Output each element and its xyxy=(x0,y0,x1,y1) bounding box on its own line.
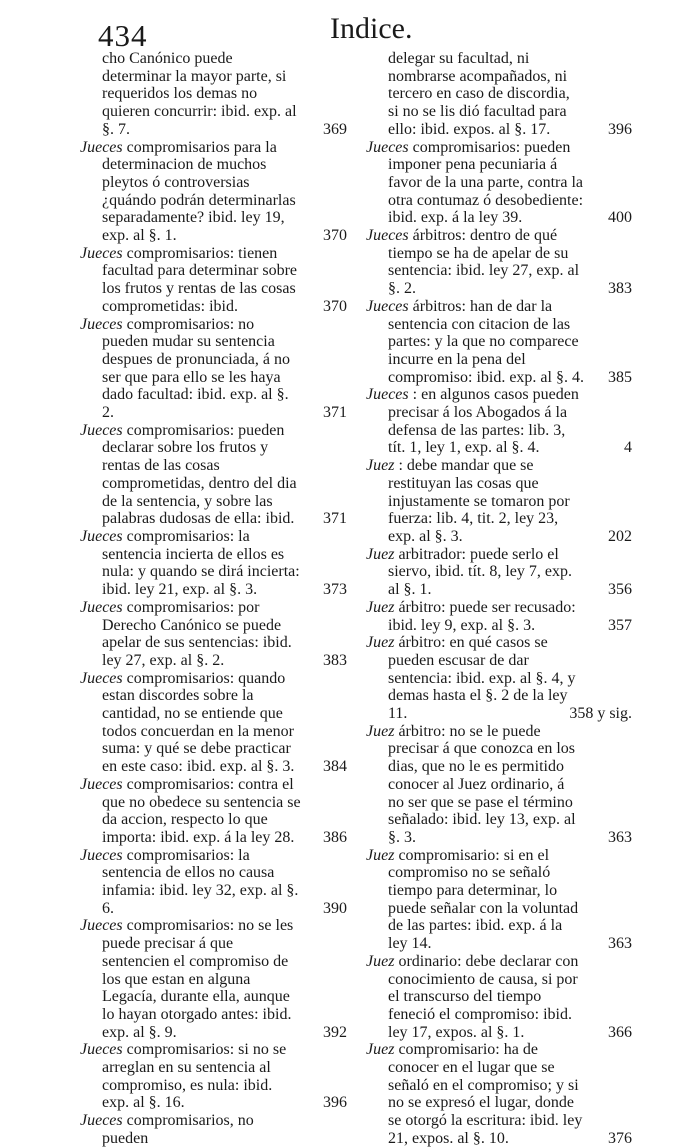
entry-page-reference: 383 xyxy=(323,651,347,669)
entry-headword: Jueces xyxy=(80,1112,123,1130)
index-entry xyxy=(80,50,345,139)
entry-headword: Jueces xyxy=(80,846,123,864)
page-title: Indice. xyxy=(330,12,413,45)
entry-headword: Juez xyxy=(366,545,395,563)
entry-page-reference: 369 xyxy=(323,120,347,138)
entry-headword: Jueces xyxy=(80,244,123,262)
entry-headword: Jueces xyxy=(80,775,123,793)
entry-page-reference: 366 xyxy=(608,1023,632,1041)
entry-text: árbitro: puede ser recusado: ibid. ley 9, exp. al §. 3. xyxy=(388,598,576,634)
index-entry xyxy=(80,1112,345,1147)
entry-text: ordinario: debe declarar con conocimiento de causa, si por el transcurso del tiempo feneció el compromiso: ibid. ley 17, expos. al §. 1. xyxy=(388,952,579,1041)
entry-page-reference: 363 xyxy=(608,828,632,846)
index-entry xyxy=(366,952,632,1042)
page-number: 434 xyxy=(98,18,148,53)
entry-headword: Jueces xyxy=(80,917,123,935)
entry-page-reference: 396 xyxy=(323,1094,347,1112)
entry-page-reference: 370 xyxy=(323,227,347,245)
index-entry xyxy=(366,386,632,457)
index-entry xyxy=(366,545,632,599)
entry-headword: Juez xyxy=(366,634,395,652)
index-entry xyxy=(80,422,345,528)
entry-text: compromisarios: si no se arreglan en su sentencia al compromiso, es nula: ibid. exp. al §. 16. xyxy=(102,1041,287,1112)
index-entry xyxy=(366,1041,632,1147)
index-entry xyxy=(366,138,632,228)
entry-page-reference: 396 xyxy=(608,120,632,138)
entry-page-reference: 385 xyxy=(608,368,632,386)
entry-page-reference: 4 xyxy=(624,439,632,457)
index-entry xyxy=(366,297,632,387)
entry-text: compromisarios para la determinacion de muchos pleytos ó controversias ¿quándo podrán determinarlas separadamente? ibid. ley 19, exp. al §. 1. xyxy=(102,138,296,245)
entry-page-reference: 371 xyxy=(323,510,347,528)
index-entry xyxy=(80,245,345,316)
index-entry xyxy=(80,917,345,1041)
entry-text: compromisarios: pueden imponer pena pecuniaria á favor de la una parte, contra la otra contumaz ó desobediente: ibid. exp. á la ley 39. xyxy=(388,138,584,227)
entry-headword: Juez xyxy=(366,846,395,864)
index-entry xyxy=(366,50,632,139)
entry-text: compromisarios: quando estan discordes sobre la cantidad, no se entiende que todos concuerdan en la menor suma: y qué se debe practicar en este caso: ibid. exp. al §. 3. xyxy=(102,669,295,776)
entry-page-reference: 356 xyxy=(608,581,632,599)
entry-headword: Juez xyxy=(366,952,395,970)
entry-page-reference: 202 xyxy=(608,527,632,545)
entry-headword: Jueces xyxy=(366,138,409,156)
entry-headword: Jueces xyxy=(366,227,409,245)
index-entry xyxy=(80,599,345,670)
entry-text: : debe mandar que se restituyan las cosas que injustamente se tomaron por fuerza: lib. 4, tit. 2, ley 23, exp. al §. 3. xyxy=(388,457,570,545)
entry-text: árbitros: dentro de qué tiempo se ha de apelar de su sentencia: ibid. ley 27, exp. al §. 2. xyxy=(388,227,580,298)
entry-page-reference: 363 xyxy=(608,935,632,953)
entry-text: compromisarios: tienen facultad para determinar sobre los frutos y rentas de las cosas comprometidas: ibid. xyxy=(102,244,298,315)
entry-text: cho Canónico puede determinar la mayor parte, si requeridos los demas no quieren concurrir: ibid. exp. al §. 7. xyxy=(102,50,297,138)
entry-page-reference: 357 xyxy=(608,616,632,634)
entry-headword: Jueces xyxy=(80,598,123,616)
entry-text: compromisarios: contra el que no obedece su sentencia se da accion, respecto lo que importa: ibid. exp. á la ley 28. xyxy=(102,775,301,846)
entry-text: árbitros: han de dar la sentencia con citacion de las partes: y la que no comparece incurre en la pena del compromiso: ibid. exp. al §. 4. xyxy=(388,297,584,386)
entry-headword: Jueces xyxy=(80,669,123,687)
entry-headword: Jueces xyxy=(80,421,123,439)
entry-page-reference: 373 xyxy=(323,581,347,599)
entry-page-reference: 376 xyxy=(608,1129,632,1147)
entry-page-reference: 392 xyxy=(323,1023,347,1041)
index-entry xyxy=(80,847,345,918)
index-entry xyxy=(80,1041,345,1112)
index-entry xyxy=(366,598,632,634)
index-entry xyxy=(366,846,632,953)
entry-page-reference: 370 xyxy=(323,297,347,315)
entry-text: compromisarios: la sentencia de ellos no causa infamia: ibid. ley 32, exp. al §. 6. xyxy=(102,846,299,917)
index-entry xyxy=(366,634,632,723)
entry-text: árbitro: no se le puede precisar á que conozca en los dias, que no le es permitido conocer al Juez ordinario, á no ser que se pase el término señalado: ibid. ley 13, exp. al §. 3. xyxy=(388,722,576,846)
entry-text: compromisarios: no pueden mudar su sentencia despues de pronunciada, á no ser que para ello se les haya dado facultad: ibid. exp. al §. 2. xyxy=(102,315,290,422)
entry-page-reference: 390 xyxy=(323,899,347,917)
entry-text: compromisarios: la sentencia incierta de ellos es nula: y quando se dirá incierta: ibid. ley 21, exp. al §. 3. xyxy=(102,527,300,599)
entry-text: compromisarios: no se les puede precisar á que sentencien el compromiso de los que estan en alguna Legacía, durante ella, aunque lo hayan otorgado antes: ibid. exp. al §. 9. xyxy=(102,917,294,1041)
index-entry xyxy=(80,670,345,776)
entry-headword: Jueces xyxy=(366,386,409,404)
entry-page-reference: 384 xyxy=(323,758,347,776)
entry-text: compromisarios: por Derecho Canónico se puede apelar de sus sentencias: ibid. ley 27, exp. al §. 2. xyxy=(102,598,292,669)
entry-headword: Juez xyxy=(366,457,395,475)
entry-headword: Jueces xyxy=(80,138,123,156)
index-entry xyxy=(366,722,632,847)
entry-text: compromisarios: pueden declarar sobre los frutos y rentas de las cosas comprometidas, dentro del dia de la sentencia, y sobre las palabras dudosas de ella: ibid. xyxy=(102,421,297,528)
entry-headword: Juez xyxy=(366,598,395,616)
entry-headword: Juez xyxy=(366,722,395,740)
entry-text: compromisarios, no pueden xyxy=(102,1112,254,1147)
entry-headword: Jueces xyxy=(80,527,123,545)
index-entry xyxy=(80,316,345,422)
entry-page-reference: 383 xyxy=(608,280,632,298)
entry-text: : en algunos casos pueden precisar á los Abogados á la defensa de las partes: lib. 3, tít. 1, ley 1, exp. al §. 4. xyxy=(388,386,579,457)
index-column-right xyxy=(366,50,632,1148)
entry-headword: Jueces xyxy=(80,1041,123,1059)
index-column-left xyxy=(80,50,345,1148)
entry-text: delegar su facultad, ni nombrarse acompañados, ni tercero en caso de discordia, si no se lis dió facultad para ello: ibid. expos. al §. 17. xyxy=(388,50,570,138)
entry-page-reference: 358 y sig. xyxy=(569,705,632,723)
entry-page-reference: 371 xyxy=(323,404,347,422)
entry-page-reference: 400 xyxy=(608,209,632,227)
entry-headword: Juez xyxy=(366,1041,395,1059)
entry-headword: Jueces xyxy=(366,297,409,315)
entry-page-reference: 386 xyxy=(323,828,347,846)
entry-headword: Jueces xyxy=(80,315,123,333)
entry-text: arbitrador: puede serlo el siervo, ibid. tít. 8, ley 7, exp. al §. 1. xyxy=(388,545,572,599)
index-entry xyxy=(80,776,345,847)
index-entry xyxy=(366,227,632,298)
index-entry xyxy=(80,528,345,599)
index-entry xyxy=(366,457,632,546)
entry-text: compromisario: si en el compromiso no se señaló tiempo para determinar, lo puede señalar con la voluntad de las partes: ibid. exp. á la ley 14. xyxy=(388,846,579,953)
index-entry xyxy=(80,139,345,245)
entry-text: árbitro: en qué casos se pueden escusar de dar sentencia: ibid. exp. al §. 4, y demas hasta el §. 2 de la ley 11. xyxy=(388,634,576,723)
entry-text: compromisario: ha de conocer en el lugar que se señaló en el compromiso; y si no se expresó el lugar, donde se otorgó la escritura: ibid. ley 21, expos. al §. 10. xyxy=(388,1041,583,1147)
